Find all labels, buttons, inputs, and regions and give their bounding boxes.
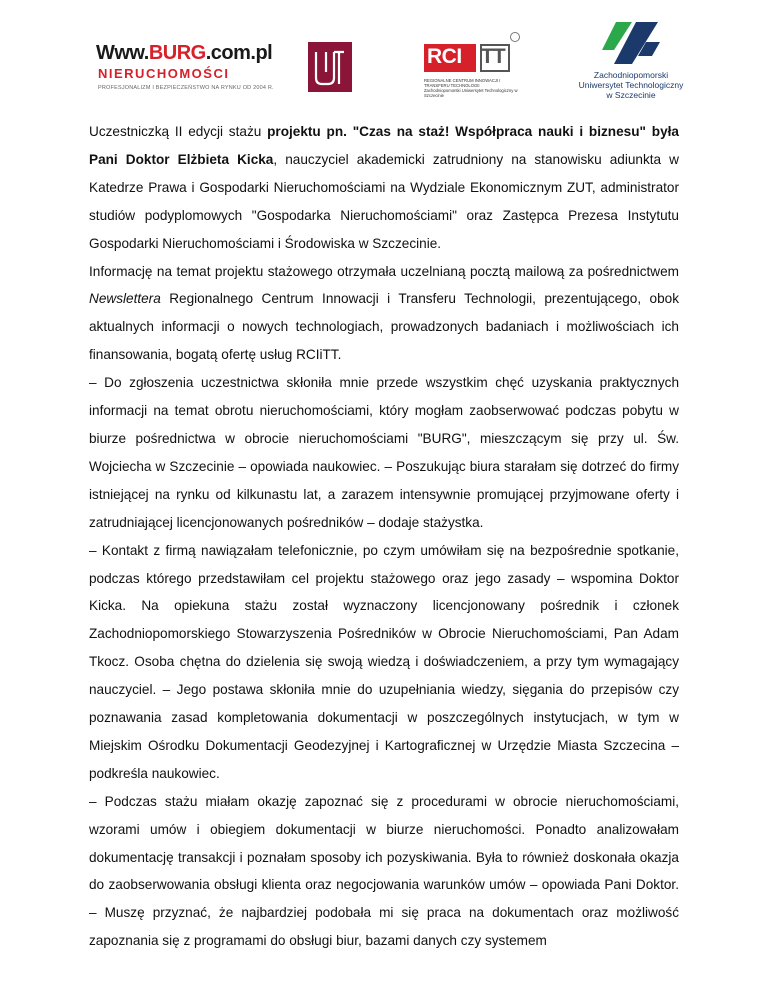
intro-text-a: Uczestniczką II edycji stażu (89, 124, 268, 139)
zut-name-line1: Zachodniopomorski (593, 70, 669, 80)
rci-subtitle-line2: Zachodniopomorski Uniwersytet Technologiczny w Szczecinie (424, 88, 518, 98)
rci-subtitle (424, 78, 520, 98)
burg-domain: .com.pl (205, 42, 273, 64)
paragraph-intro (89, 118, 679, 258)
zut-logo (566, 20, 696, 110)
rci-dot-icon (510, 32, 520, 42)
burg-logo (90, 42, 274, 102)
paragraph-contact: – Kontakt z firmą nawiązałam telefonicznie, po czym umówiłam się na bezpośrednie spotkanie, podczas którego przedstawiłam cel projektu stażowego oraz jego zasady – wspomina Doktor Kicka. Na opiekuna stażu został wyznaczony licencjonowany pośrednik i członek Zachodniopomorskiego Stowarzyszenia Pośredników w Obrocie Nieruchomościami, Pan Adam Tkocz. Osoba chętna do dzielenia się swoją wiedzą i doświadczeniem, a przy tym wymagający nauczyciel. – Jego postawa skłoniła mnie do uzupełniania wiedzy, sięgania do przepisów czy poznawania zasad kompletowania dokumentacji w poszczególnych instytucjach, w tym w Miejskim Ośrodku Dokumentacji Geodezyjnej i Kartograficznej w Urzędzie Miasta Szczecina – podkreśla naukowiec. (89, 542, 679, 781)
burg-logo-wordmark (96, 42, 272, 65)
newsletter-italic: Newslettera (89, 291, 161, 307)
zut-name-line3: w Szczecinie (606, 90, 656, 100)
intro-text-c: , nauczyciel akademicki zatrudniony na stanowisku adiunkta w Katedrze Prawa i Gospodarki Nieruchomościami na Wydziale Ekonomicznym ZUT, administrator studiów podyplomowych "Gospodarka Nieruchomościami" oraz Zastępca Prezesa Instytutu Gospodarki Nieruchomościami i Środowiska w Szczecinie. (89, 151, 679, 251)
paragraph-experience: – Podczas stażu miałam okazję zapoznać się z procedurami w obrocie nieruchomościami, wzorami umów i obiegiem dokumentacji w biurze nieruchomości. Ponadto analizowałam dokumentację transakcji i poznałam sposoby ich pozyskiwania. Była to również doskonała okazja do zaobserwowania obsługi klienta oraz negocjowania warunków umów – opowiada Pani Doktor. – Muszę przyznać, że najbardziej podobała mi się praca na dokumentach oraz możliwość zapoznania się z programami do obsługi biur, bazami danych czy systemem (89, 793, 679, 949)
burg-www: Www. (96, 42, 149, 64)
rci-mark-right: TT (481, 45, 505, 68)
intro-bold-text: projektu pn. "Czas na staż! Współpraca nauki i biznesu" była Pani Doktor Elżbieta Kicka (89, 124, 679, 167)
rci-mark-left: RCI (427, 45, 462, 68)
maroon-emblem-logo (308, 42, 352, 92)
paragraph-motivation: – Do zgłoszenia uczestnictwa skłoniła mnie przede wszystkim chęć uzyskania praktycznych informacji na temat obrotu nieruchomościami, który mogłam zaobserwować podczas pobytu w biurze pośrednictwa w obrocie nieruchomościami "BURG", mieszczącym się przy ul. Św. Wojciecha w Szczecinie – opowiada naukowiec. – Poszukując biura starałam się dotrzeć do firmy istniejącej na rynku od kilkunastu lat, a zarazem intensywnie promującej przyjmowane oferty i zatrudniającej licencjonowanych pośredników – dodaje stażystka. (89, 375, 679, 530)
article-body (89, 118, 679, 955)
burg-subtitle: NIERUCHOMOŚCI (98, 66, 230, 81)
zut-name-line2: Uniwersytet Technologiczny (578, 80, 684, 90)
zut-emblem-icon (602, 20, 662, 66)
logo-bar (0, 0, 768, 110)
rciitt-logo (424, 30, 520, 102)
paragraph-newsletter (89, 258, 679, 370)
newsletter-text-b: Regionalnego Centrum Innowacji i Transferu Technologii, prezentującego, obok aktualnych informacji o nowych technologiach, prowadzonych badaniach i możliwościach ich finansowania, bogatą ofertę usług RCIiTT. (89, 291, 679, 363)
rci-subtitle-line1: REGIONALNE CENTRUM INNOWACJI I TRANSFERU TECHNOLOGII (424, 78, 501, 88)
newsletter-text-a: Informację na temat projektu stażowego otrzymała uczelnianą pocztą mailową za pośrednictwem (89, 263, 679, 279)
burg-tagline: PROFESJONALIZM I BEZPIECZEŃSTWO NA RYNKU OD 2004 R. (98, 85, 274, 91)
burg-brand: BURG (148, 42, 206, 64)
